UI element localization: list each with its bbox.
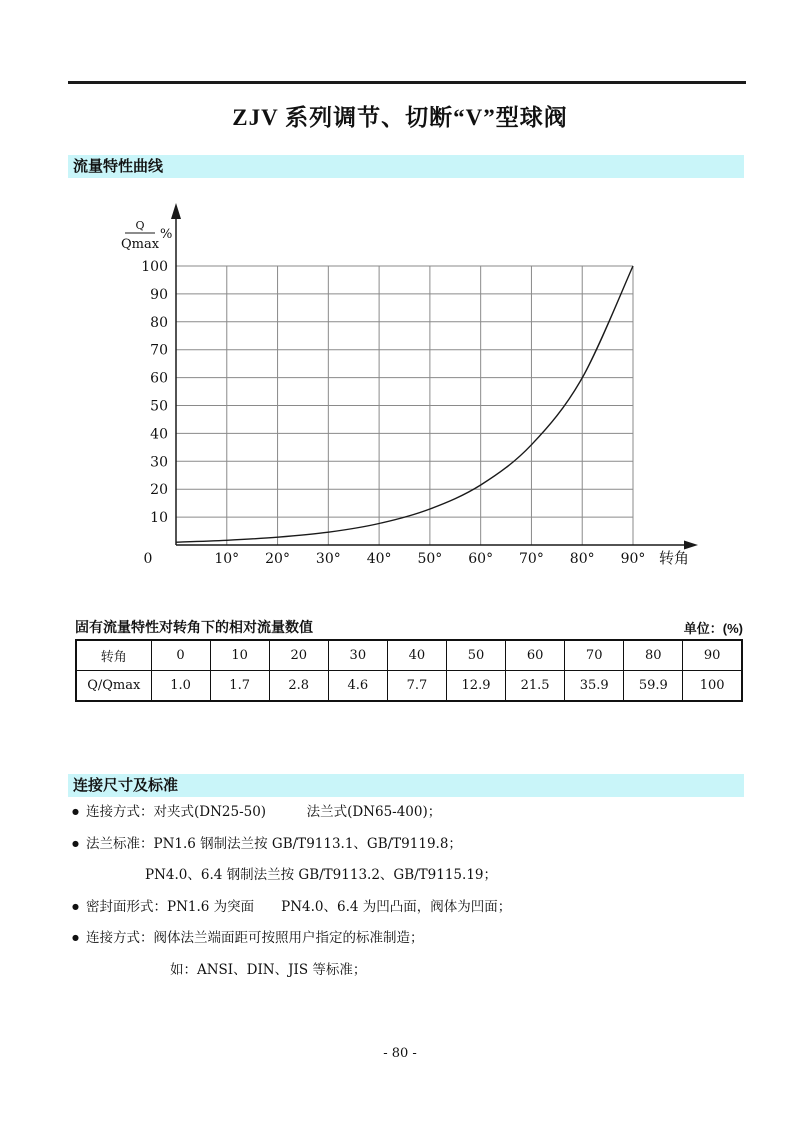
- x-tick-label: 50°: [417, 551, 443, 567]
- x-tick-label: 40°: [366, 551, 392, 567]
- section-header-flow-curve: 流量特性曲线: [68, 155, 744, 178]
- x-tick-label: 10°: [214, 551, 240, 567]
- table-cell: 20: [269, 640, 328, 671]
- y-tick-label: 40: [150, 426, 168, 443]
- table-caption: 固有流量特性对转角下的相对流量数值: [75, 619, 313, 635]
- y-tick-label: 70: [150, 342, 168, 359]
- x-tick-label: 30°: [315, 551, 341, 567]
- flow-table-body: [76, 640, 742, 701]
- flow-values-table: [75, 639, 743, 702]
- flow-curve-chart: [80, 195, 720, 585]
- connection-item-text: 法兰标准：PN1.6 钢制法兰按 GB/T9113.1、GB/T9119.8；: [85, 835, 462, 852]
- x-tick-label: 20°: [265, 551, 290, 567]
- x-tick-label: 80°: [569, 551, 595, 567]
- y-tick-label: 60: [150, 370, 168, 387]
- bullet-icon: ●: [72, 838, 79, 848]
- table-cell: 1.0: [151, 671, 210, 702]
- y-axis-unit: %: [160, 227, 173, 242]
- table-cell: 40: [387, 640, 446, 671]
- table-cell: 100: [683, 671, 742, 702]
- y-tick-label: 30: [150, 454, 168, 471]
- table-cell: 21.5: [506, 671, 565, 702]
- table-cell: 2.8: [269, 671, 328, 702]
- connection-item: [170, 962, 732, 978]
- connection-item-text: 密封面形式：PN1.6 为突面 PN4.0、6.4 为凹凸面，阀体为凹面；: [85, 898, 512, 915]
- table-cell: 12.9: [446, 671, 505, 702]
- y-axis-arrow-icon: [171, 203, 181, 219]
- x-tick-label: 90°: [620, 551, 646, 567]
- bullet-icon: ●: [72, 933, 79, 942]
- section-header-connection: 连接尺寸及标准: [68, 774, 744, 797]
- page-title: ZJV 系列调节、切断“V”型球阀: [232, 105, 568, 130]
- table-cell: 0: [151, 640, 210, 671]
- table-cell: 59.9: [624, 671, 683, 702]
- flow-curve: [176, 266, 633, 542]
- table-cell: 10: [210, 640, 269, 671]
- table-cell: 30: [328, 640, 387, 671]
- page-number: - 80 -: [383, 1046, 417, 1061]
- y-tick-label: 90: [150, 286, 168, 303]
- table-cell: 80: [624, 640, 683, 671]
- connection-item-text: PN4.0、6.4 钢制法兰按 GB/T9113.2、GB/T9115.19；: [145, 867, 497, 883]
- row-label: 转角: [76, 640, 151, 671]
- x-tick-label: 60°: [468, 551, 494, 567]
- table-cell: 90: [683, 640, 742, 671]
- connection-item-text: 连接方式：对夹式(DN25-50) 法兰式(DN65-400)；: [85, 804, 442, 820]
- connection-item: [72, 836, 732, 852]
- y-tick-label: 20: [150, 482, 168, 499]
- connection-item-text: 连接方式：阀体法兰端面距可按照用户指定的标准制造；: [85, 930, 424, 946]
- y-tick-label: 10: [150, 510, 168, 527]
- fraction-numerator: Q: [135, 219, 145, 232]
- connection-item-text: 如：ANSI、DIN、JIS 等标准；: [170, 961, 367, 978]
- y-axis-title: [121, 219, 172, 252]
- axis-labels: [141, 259, 689, 567]
- table-unit-label: 单位：(%): [683, 621, 743, 636]
- table-row: [76, 671, 742, 702]
- table-cell: 35.9: [565, 671, 624, 702]
- table-cell: 70: [565, 640, 624, 671]
- connection-item: [72, 899, 732, 915]
- connection-item: [72, 930, 732, 946]
- flow-table-section: [75, 616, 743, 702]
- connection-list: [72, 804, 732, 993]
- y-tick-label: 100: [141, 259, 168, 275]
- table-cell: 60: [506, 640, 565, 671]
- x-axis-title: 转角: [658, 549, 690, 567]
- bullet-icon: ●: [72, 901, 79, 911]
- table-row: [76, 640, 742, 671]
- row-label: Q/Qmax: [76, 671, 151, 702]
- y-tick-label: 50: [150, 398, 168, 415]
- table-cell: 4.6: [328, 671, 387, 702]
- table-cell: 1.7: [210, 671, 269, 702]
- bullet-icon: ●: [72, 807, 79, 816]
- connection-item: [72, 804, 732, 820]
- x-tick-label: 0: [143, 551, 153, 567]
- table-cell: 7.7: [387, 671, 446, 702]
- x-tick-label: 70°: [519, 551, 544, 567]
- table-cell: 50: [446, 640, 505, 671]
- y-tick-label: 80: [150, 314, 168, 331]
- fraction-denominator: Qmax: [120, 237, 160, 252]
- top-rule-divider: [68, 81, 746, 84]
- connection-item: [145, 867, 732, 883]
